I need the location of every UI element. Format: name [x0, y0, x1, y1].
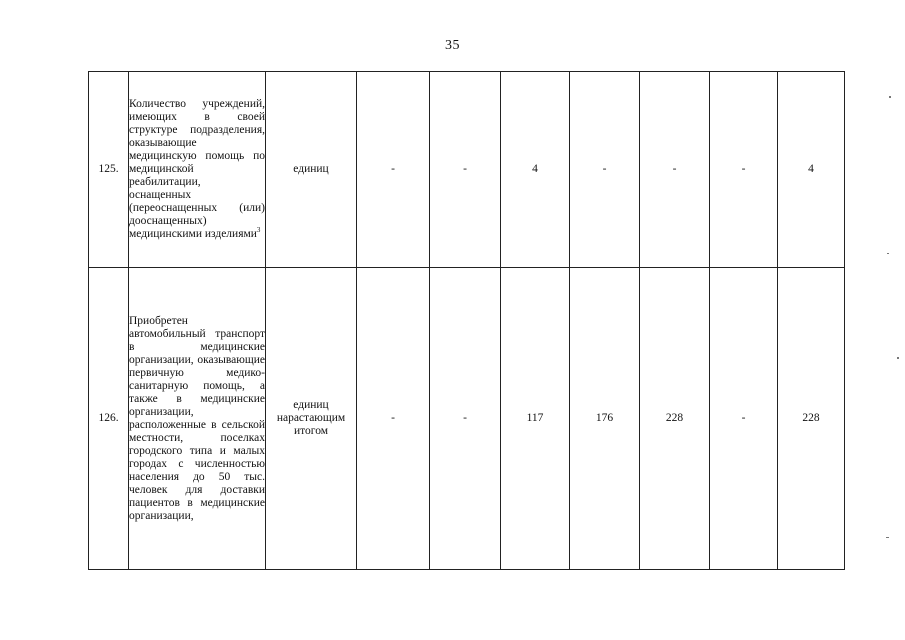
scan-mark: [887, 253, 889, 254]
unit-of-measure: единиц: [266, 72, 357, 268]
value-cell: -: [430, 72, 501, 268]
table-row: [89, 268, 845, 570]
page-number: 35: [445, 38, 460, 53]
indicator-text: Количество учреждений, имеющих в своей структуре подразделения, оказывающие медицинскую помощь по медицинской реабилитации, оснащенных (переоснащенных (или) дооснащенных) медицинскими изделиями: [129, 98, 265, 240]
unit-of-measure: единиц нарастающим итогом: [266, 268, 357, 570]
value-cell: -: [357, 268, 430, 570]
value-cell: -: [357, 72, 430, 268]
value-cell: -: [640, 72, 710, 268]
row-number: 125.: [89, 72, 129, 268]
value-cell: 4: [778, 72, 845, 268]
value-cell: 176: [570, 268, 640, 570]
scan-mark: [889, 96, 891, 98]
value-cell: 4: [501, 72, 570, 268]
row-number: 126.: [89, 268, 129, 570]
table-row: [89, 72, 845, 268]
indicator-text: Приобретен автомобильный транспорт в медицинские организации, оказывающие первичную медико-санитарную помощь, а также в медицинские организации, расположенные в сельской местности, поселках городского типа и малых городах с численностью населения до 50 тыс. человек для доставки пациентов в медицинские организации,: [129, 314, 265, 522]
value-cell: 228: [778, 268, 845, 570]
value-cell: -: [570, 72, 640, 268]
value-cell: -: [430, 268, 501, 570]
value-cell: -: [710, 268, 778, 570]
scan-mark: [897, 357, 899, 359]
indicator-description: [129, 268, 266, 570]
footnote-mark: 3: [256, 226, 261, 235]
indicator-description: [129, 72, 266, 268]
value-cell: 117: [501, 268, 570, 570]
scan-mark: [886, 537, 889, 538]
value-cell: 228: [640, 268, 710, 570]
indicators-table: [88, 71, 845, 570]
value-cell: -: [710, 72, 778, 268]
